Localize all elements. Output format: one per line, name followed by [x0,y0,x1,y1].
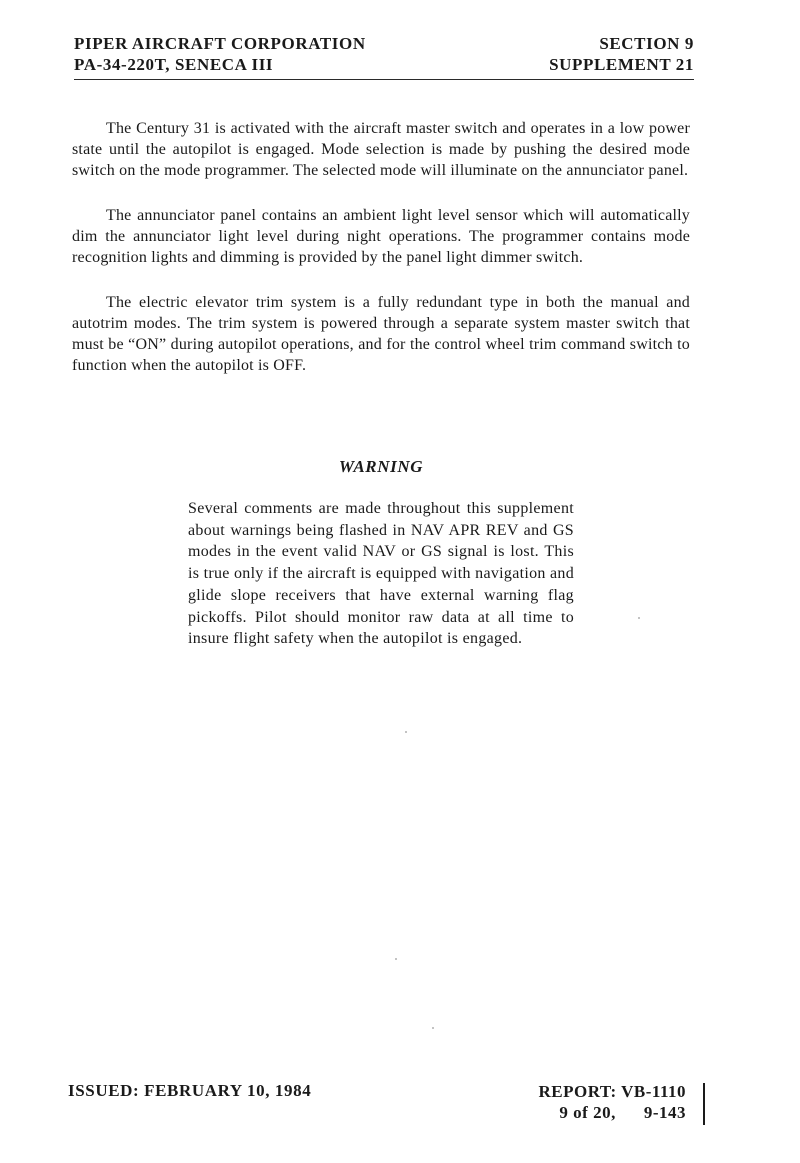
page-number: 9-143 [643,1103,686,1122]
aircraft-model: PA-34-220T, SENECA III [74,55,274,74]
header-divider [74,79,694,80]
page-header-right [549,33,694,75]
paragraph-annunciator: The annunciator panel contains an ambient light level sensor which will automatically dim the annunciator light level during night operations. The programmer contains mode recognition lights and dimming is provided by the panel light dimmer switch. [72,207,690,266]
section-label: SECTION 9 [599,34,694,53]
issued-date: ISSUED: FEBRUARY 10, 1984 [68,1081,312,1100]
scan-speck [405,731,407,733]
company-name: PIPER AIRCRAFT CORPORATION [74,34,366,53]
scan-speck [395,958,397,960]
page-header-left [74,33,366,75]
report-info [539,1081,686,1123]
report-number: REPORT: VB-1110 [538,1082,686,1101]
change-bar [703,1083,705,1125]
body-text [72,118,690,400]
warning-heading: WARNING [338,457,424,476]
paragraph-trim-system: The electric elevator trim system is a fully redundant type in both the manual and autotrim modes. The trim system is powered through a separate system master switch that must be “ON” during autopilot operations, and for the control wheel trim command switch to function when the autopilot is OFF. [72,294,690,374]
scan-speck [638,617,640,619]
paragraph-activation: The Century 31 is activated with the aircraft master switch and operates in a low power state until the autopilot is engaged. Mode selection is made by pushing the desired mode switch on the mode programmer. The selected mode will illuminate on the annunciator panel. [72,120,690,179]
warning-text: Several comments are made throughout this supplement about warnings being flashed in NAV APR REV and GS modes in the event valid NAV or GS signal is lost. This is true only if the aircraft is equipped with navigation and glide slope receivers that have external warning flag pickoffs. Pilot should monitor raw data at all time to insure flight safety when the autopilot is engaged. [188,500,574,648]
supplement-label: SUPPLEMENT 21 [549,55,694,74]
scan-speck [432,1027,434,1029]
page-indicator [539,1102,686,1123]
page-of: 9 of 20, [559,1103,616,1122]
